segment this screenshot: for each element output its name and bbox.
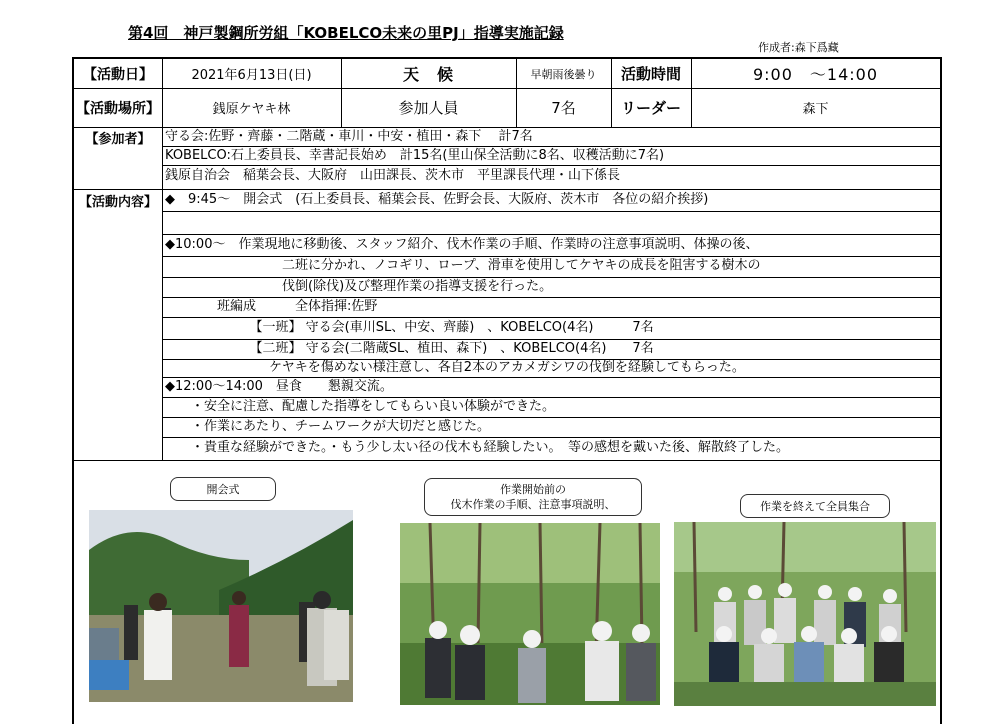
weather-label: 天 候 (402, 65, 454, 84)
weather-value: 早朝雨後曇り (530, 67, 597, 81)
activity-time-value: 9:00 ～14:00 (752, 65, 879, 84)
member-line: KOBELCO:石上委員長、幸書記長始め 計15名(里山保全活動に8名、収穫活動に7名) (165, 148, 665, 163)
activity-line: ◆ 9:45～ 開会式 (石上委員長、稲葉会長、佐野会長、大阪府、茨木市 各位の紹介挨拶) (165, 192, 709, 207)
activity-line: 二班に分かれ、ノコギリ、ロープ、滑車を使用してケヤキの成長を阻害する樹木の (165, 258, 761, 273)
caption-text: 作業を終えて全員集合 (760, 499, 870, 513)
caption-text: 伐木作業の手順、注意事項説明、 (450, 498, 616, 511)
participants-label: 参加人員 (398, 99, 459, 117)
activity-line: 【二班】 守る会(二階蔵SL、植田、森下) 、KOBELCO(4名) 7名 (165, 341, 654, 356)
group-photo (674, 522, 936, 706)
member-line: 守る会:佐野・齊藤・二階蔵・車川・中安・植田・森下 計7名 (165, 129, 533, 144)
activity-line: ・貴重な経験ができた。・もう少し太い径の伐木も経験したい。 等の感想を戴いた後、解散終了した。 (165, 440, 790, 455)
caption-briefing (424, 478, 642, 516)
caption-text: 作業開始前の (500, 483, 566, 496)
opening-ceremony-photo (89, 510, 353, 702)
document-title: 第4回 神戸製鋼所労組「KOBELCO未来の里PJ」指導実施記録 (128, 24, 564, 42)
activity-content-label: 【活動内容】 (78, 194, 157, 210)
caption-text: 開会式 (206, 482, 240, 496)
participants-value: 7名 (551, 99, 576, 117)
caption-group-photo (740, 494, 890, 518)
activity-date-label: 【活動日】 (83, 66, 153, 83)
activity-line: 【一班】 守る会(車川SL、中安、齊藤) 、KOBELCO(4名) 7名 (165, 320, 654, 335)
caption-opening-ceremony (170, 477, 276, 501)
activity-line: ・安全に注意、配慮した指導をしてもらい良い体験ができた。 (165, 399, 556, 414)
author-label: 作成者:森下爲藏 (758, 41, 839, 54)
activity-place-label: 【活動場所】 (76, 100, 160, 117)
activity-line: ケヤキを傷めない様注意し、各自2本のアカメガシワの伐倒を経験してもらった。 (165, 360, 745, 375)
member-line: 銭原自治会 稲葉会長、大阪府 山田課長、茨木市 平里課長代理・山下係長 (165, 168, 621, 183)
leader-label: リーダー (620, 99, 681, 117)
activity-line: ◆12:00～14:00 昼食 懇親交流。 (165, 379, 393, 394)
activity-line: 伐倒(除伐)及び整理作業の指導支援を行った。 (165, 279, 553, 294)
activity-line: ・作業にあたり、チームワークが大切だと感じた。 (165, 419, 491, 434)
activity-place-value: 銭原ケヤキ林 (212, 102, 291, 117)
activity-line: 班編成 全体指揮:佐野 (165, 299, 378, 314)
activity-line: ◆10:00～ 作業現地に移動後、スタッフ紹介、伐木作業の手順、作業時の注意事項説明、体操の後、 (165, 237, 759, 252)
activity-time-label: 活動時間 (620, 65, 681, 83)
briefing-photo (400, 523, 660, 705)
leader-value: 森下 (802, 102, 829, 117)
members-label: 【参加者】 (85, 131, 151, 147)
activity-date-value: 2021年6月13日(日) (191, 68, 312, 83)
